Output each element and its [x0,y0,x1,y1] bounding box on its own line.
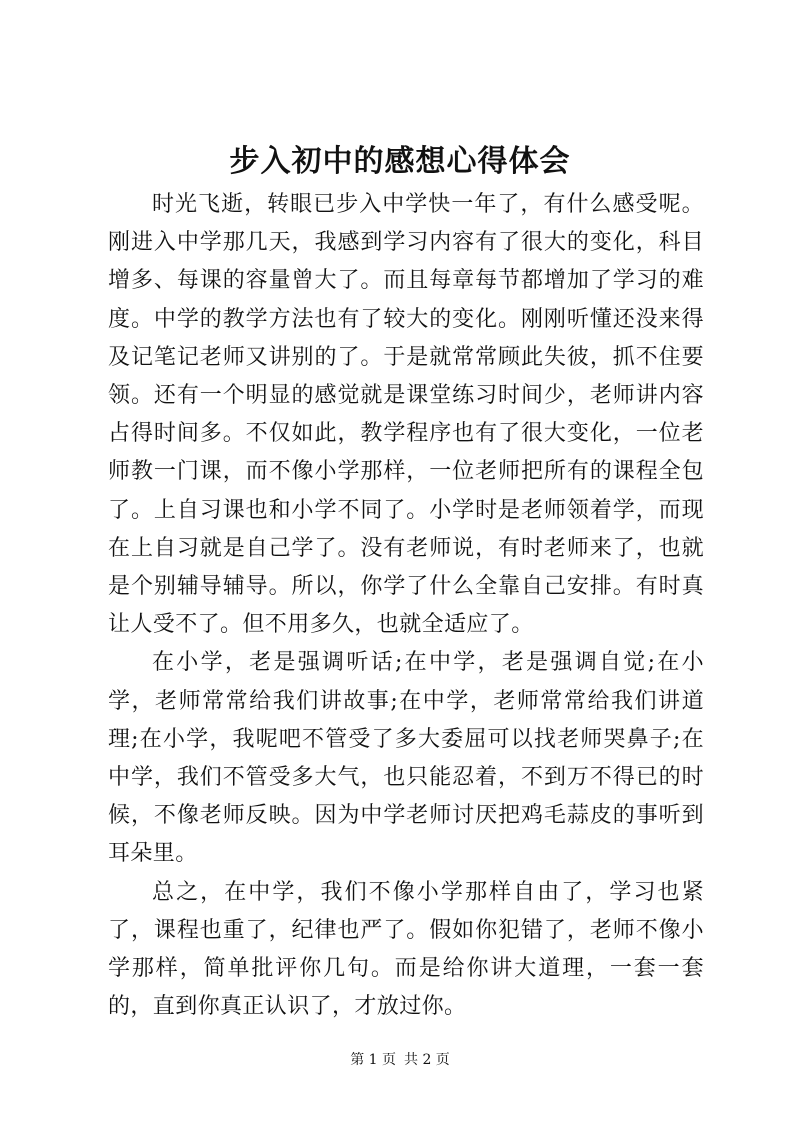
page-number: 第 1 页 [350,1052,396,1068]
paragraph-2: 在小学，老是强调听话;在中学，老是强调自觉;在小学，老师常常给我们讲故事;在中学，老师常常给我们讲道理;在小学，我呢吧不管受了多大委屈可以找老师哭鼻子;在中学，我们不管受多大气，也只能忍着，不到万不得已的时候，不像老师反映。因为中学老师讨厌把鸡毛蒜皮的事听到耳朵里。 [108,650,704,867]
page-total: 共 2 页 [404,1052,450,1068]
page-footer [0,1050,800,1070]
paragraph-3: 总之，在中学，我们不像小学那样自由了，学习也紧了，课程也重了，纪律也严了。假如你犯错了，老师不像小学那样，简单批评你几句。而是给你讲大道理，一套一套的，直到你真正认识了，才放过你。 [108,879,704,1020]
paragraph-1: 时光飞逝，转眼已步入中学快一年了，有什么感受呢。刚进入中学那几天，我感到学习内容有了很大的变化，科目增多、每课的容量曾大了。而且每章每节都增加了学习的难度。中学的教学方法也有了较大的变化。刚刚听懂还没来得及记笔记老师又讲别的了。于是就常常顾此失彼，抓不住要领。还有一个明显的感觉就是课堂练习时间少，老师讲内容占得时间多。不仅如此，教学程序也有了很大变化，一位老师教一门课，而不像小学那样，一位老师把所有的课程全包了。上自习课也和小学不同了。小学时是老师领着学，而现在上自习就是自己学了。没有老师说，有时老师来了，也就是个别辅导辅导。所以，你学了什么全靠自己安排。有时真让人受不了。但不用多久，也就全适应了。 [108,192,704,638]
document-title: 步入初中的感想心得体会 [229,144,571,179]
document-body [108,186,704,1026]
